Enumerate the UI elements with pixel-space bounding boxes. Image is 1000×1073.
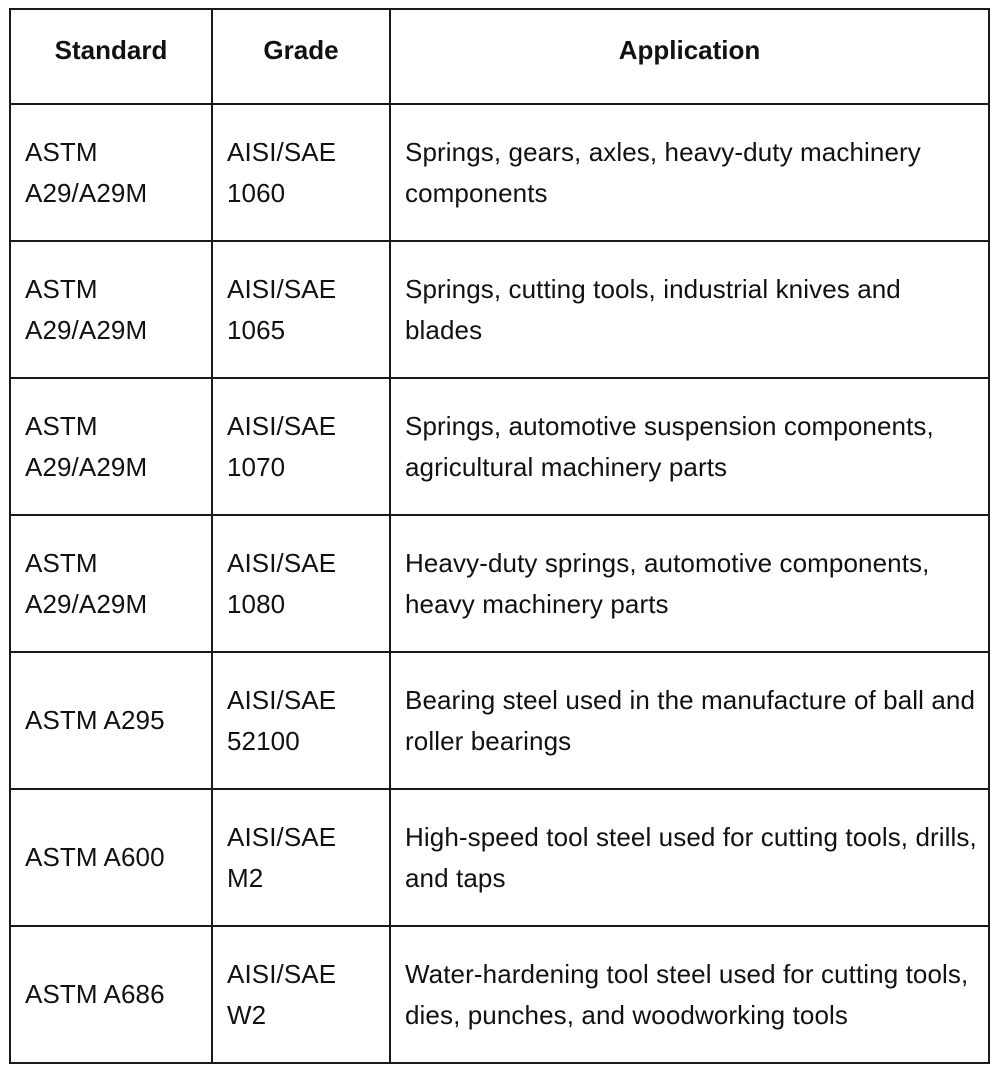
cell-standard: ASTM A295 <box>10 652 212 789</box>
cell-application: Springs, automotive suspension components, agricultural machinery parts <box>390 378 989 515</box>
table-body <box>10 104 989 1063</box>
table-row <box>10 104 989 241</box>
cell-standard: ASTM A600 <box>10 789 212 926</box>
table-row <box>10 926 989 1063</box>
cell-application: Bearing steel used in the manufacture of ball and roller bearings <box>390 652 989 789</box>
cell-grade: AISI/SAE 1065 <box>212 241 390 378</box>
cell-application: Springs, gears, axles, heavy-duty machinery components <box>390 104 989 241</box>
cell-grade: AISI/SAE 1070 <box>212 378 390 515</box>
steel-standards-table <box>9 8 990 1064</box>
cell-standard: ASTM A29/A29M <box>10 378 212 515</box>
table-row <box>10 378 989 515</box>
cell-standard: ASTM A29/A29M <box>10 515 212 652</box>
cell-grade: AISI/SAE 1080 <box>212 515 390 652</box>
table-header <box>10 9 989 104</box>
cell-grade: AISI/SAE 52100 <box>212 652 390 789</box>
table-row <box>10 652 989 789</box>
cell-application: Heavy-duty springs, automotive components, heavy machinery parts <box>390 515 989 652</box>
table-row <box>10 515 989 652</box>
cell-grade: AISI/SAE M2 <box>212 789 390 926</box>
header-standard: Standard <box>10 9 212 104</box>
cell-standard: ASTM A29/A29M <box>10 104 212 241</box>
cell-standard: ASTM A29/A29M <box>10 241 212 378</box>
cell-grade: AISI/SAE W2 <box>212 926 390 1063</box>
header-application: Application <box>390 9 989 104</box>
cell-application: Water-hardening tool steel used for cutting tools, dies, punches, and woodworking tools <box>390 926 989 1063</box>
cell-grade: AISI/SAE 1060 <box>212 104 390 241</box>
cell-standard: ASTM A686 <box>10 926 212 1063</box>
table-row <box>10 789 989 926</box>
cell-application: Springs, cutting tools, industrial knives and blades <box>390 241 989 378</box>
table-row <box>10 241 989 378</box>
header-row <box>10 9 989 104</box>
header-grade: Grade <box>212 9 390 104</box>
cell-application: High-speed tool steel used for cutting tools, drills, and taps <box>390 789 989 926</box>
